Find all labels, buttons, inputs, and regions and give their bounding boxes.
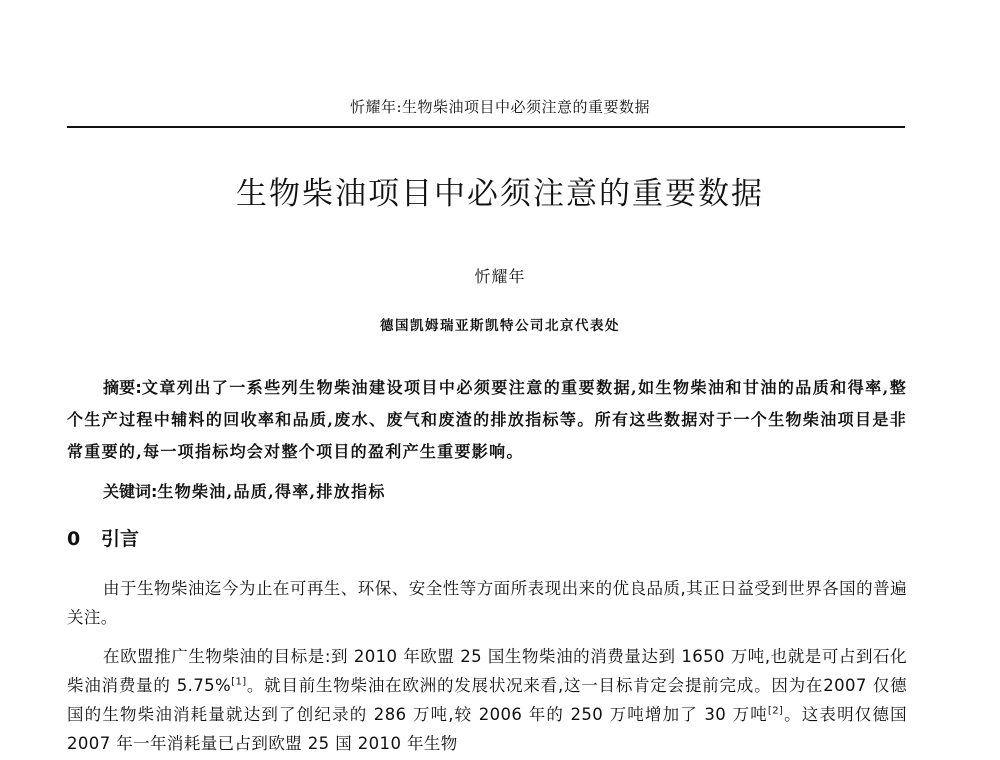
author-name: 忻耀年 [474,267,526,286]
abstract-text: 文章列出了一系些列生物柴油建设项目中必须要注意的重要数据,如生物柴油和甘油的品质和得率,整个生产过程中辅料的回收率和品质,废水、废气和废渣的排放指标等。所有这些数据对于一个生物柴油项目是非常重要的,每一项指标均会对整个项目的盈利产生重要影响。 [67,378,907,461]
section-title: 引言 [101,528,140,550]
body-text-segment: 在欧盟推广生物柴油的目标是:到 2010 年欧盟 25 国生物柴油的消费量达到 1650 万吨,也就是可占到石化柴油消费量的 5.75% [67,647,907,695]
body-paragraph [67,642,907,758]
keywords [103,476,903,508]
keywords-text: 生物柴油,品质,得率,排放指标 [157,482,386,501]
running-header: 忻耀年:生物柴油项目中必须注意的重要数据 [349,98,651,116]
section-heading [67,524,139,551]
author-affiliation: 德国凯姆瑞亚斯凯特公司北京代表处 [380,318,620,334]
citation-ref: [2] [767,705,784,717]
body-text-segment: 。这表明仅德国 2007 年一年消耗量已占到欧盟 25 国 2010 年生物 [67,705,907,753]
citation-ref: [1] [231,676,247,688]
abstract [67,372,907,468]
section-number: 0 [67,528,81,550]
abstract-label: 摘要: [103,378,142,397]
keywords-label: 关键词: [103,482,158,501]
body-text-segment: 。就目前生物柴油在欧洲的发展状况来看,这一目标肯定会提前完成。因为在2007 仅德国的生物柴油消耗量就达到了创纪录的 286 万吨,较 2006 年的 250 万吨增加了 30 万吨 [67,676,907,724]
article-title: 生物柴油项目中必须注意的重要数据 [236,176,764,212]
header-rule [67,126,905,128]
body-paragraph: 由于生物柴油迄今为止在可再生、环保、安全性等方面所表现出来的优良品质,其正日益受到世界各国的普遍关注。 [67,579,907,627]
